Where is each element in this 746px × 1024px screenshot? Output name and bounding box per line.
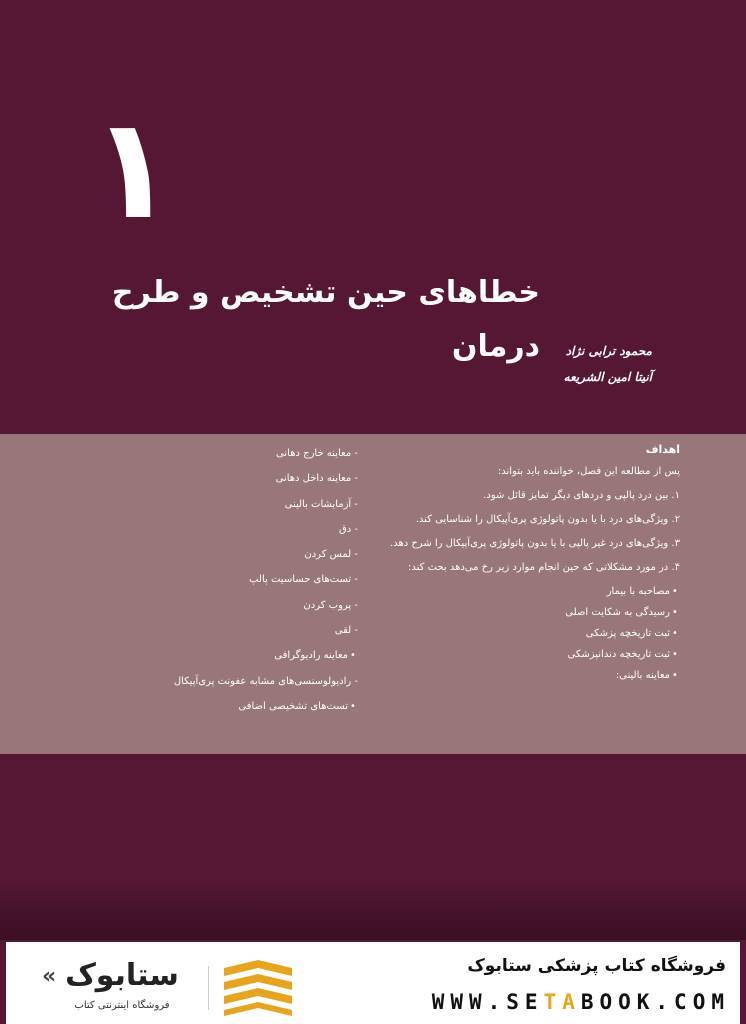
sub-item xyxy=(98,471,358,496)
sub-item-text: - معاینه داخل دهانی xyxy=(275,473,358,485)
sub-item-text: - لقی xyxy=(334,625,358,637)
objective-item: ۱. بین درد پالپی و دردهای دیگر تمایز قائل شود. xyxy=(483,490,680,501)
sub-item xyxy=(98,547,358,572)
objective-bullet-text: ثبت تاریخچه دندانپزشکی xyxy=(567,649,670,660)
objectives-heading: اهداف xyxy=(645,443,680,456)
sub-item-text: - معاینه خارج دهانی xyxy=(276,448,358,459)
bottom-shade xyxy=(0,880,746,940)
sub-item-text: - تست‌های حساسیت پالپ xyxy=(249,574,358,586)
sub-item xyxy=(98,623,358,648)
logo-arrows-icon: « xyxy=(42,964,57,989)
sub-item xyxy=(98,699,358,724)
sub-item xyxy=(98,522,358,547)
logo-subtitle: فروشگاه اینترنتی کتاب xyxy=(74,1000,170,1011)
objective-bullet-text: ثبت تاریخچه پزشکی xyxy=(585,628,670,639)
bullet-icon: • xyxy=(672,586,678,597)
author-name: آنیتا امین الشریعه xyxy=(563,370,652,384)
sub-item xyxy=(98,674,358,699)
footer-banner xyxy=(6,942,740,1024)
sub-item-text: - رادیولوسنسی‌های مشابه عفونت پری‌آپیکال xyxy=(173,675,358,687)
objective-item: ۲. ویژگی‌های درد با یا بدون پاتولوژی پری‌آپیکال را شناسایی کند. xyxy=(415,514,680,525)
objective-item: ۴. در مورد مشکلاتی که حین انجام موارد زیر رخ می‌دهد بحث کند: xyxy=(408,562,680,573)
logo-wordmark: ستابوک xyxy=(65,958,179,993)
sub-item-text: - پروب کردن xyxy=(303,599,358,611)
sub-item xyxy=(98,572,358,597)
logo-divider xyxy=(208,966,209,1010)
objective-bullet xyxy=(360,626,680,642)
bullet-icon: • xyxy=(350,700,356,712)
bullet-icon: • xyxy=(672,607,678,618)
objective-bullet xyxy=(360,668,680,684)
sub-item-text: - دق xyxy=(339,523,358,535)
sub-item xyxy=(98,598,358,623)
objectives-column-main xyxy=(360,442,680,689)
chapter-title: خطاهای حین تشخیص و طرح درمان xyxy=(111,275,540,364)
bullet-icon: • xyxy=(672,649,678,660)
objectives-column-sub xyxy=(98,446,358,724)
objectives-intro: پس از مطالعه این فصل، خواننده باید بتواند: xyxy=(497,466,680,477)
objective-bullet xyxy=(360,647,680,663)
sub-item xyxy=(98,497,358,522)
authors xyxy=(360,338,652,390)
chapter-number: ۱ xyxy=(90,88,176,251)
objective-bullet xyxy=(360,605,680,621)
author-name: محمود ترابی نژاد xyxy=(565,344,652,358)
store-title: فروشگاه کتاب پزشکی ستابوک xyxy=(467,956,726,976)
sub-item-text: تست‌های تشخیصی اضافی xyxy=(238,700,348,712)
url-suffix: BOOK.COM xyxy=(580,990,730,1014)
bullet-icon: • xyxy=(350,650,356,662)
objective-item: ۳. ویژگی‌های درد غیر پالپی با یا بدون پاتولوژی پری‌آپیکال را شرح دهد. xyxy=(390,538,680,549)
url-accent: TA xyxy=(543,990,581,1014)
objective-bullet-text: معاینه بالینی: xyxy=(615,670,670,681)
sub-item xyxy=(98,648,358,673)
sub-item xyxy=(98,446,358,471)
store-url[interactable] xyxy=(432,990,730,1014)
sub-item-text: معاینه رادیوگرافی xyxy=(274,650,348,662)
bullet-icon: • xyxy=(672,670,678,681)
sub-item-text: - آزمایشات بالینی xyxy=(284,498,358,510)
bullet-icon: • xyxy=(672,628,678,639)
url-prefix: WWW.SE xyxy=(431,990,544,1014)
objective-bullet-text: مصاحبه با بیمار xyxy=(606,586,670,597)
setabook-logo-icon xyxy=(214,960,294,1016)
sub-item-text: - لمس کردن xyxy=(304,549,358,561)
objective-bullet-text: رسیدگی به شکایت اصلی xyxy=(565,607,670,618)
objective-bullet xyxy=(360,584,680,600)
